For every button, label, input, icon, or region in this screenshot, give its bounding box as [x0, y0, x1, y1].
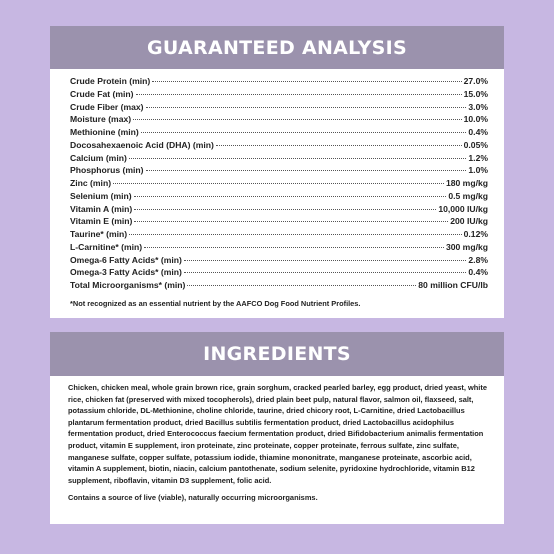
dot-leader — [144, 247, 444, 248]
analysis-row — [70, 267, 488, 280]
guaranteed-analysis-panel — [50, 26, 504, 318]
analysis-label: Phosphorus (min) — [70, 165, 144, 176]
analysis-label: Crude Protein (min) — [70, 76, 151, 86]
dot-leader — [216, 145, 462, 146]
analysis-row — [70, 191, 488, 204]
analysis-label: Docosahexaenoic Acid (DHA) (min) — [70, 139, 214, 150]
dot-leader — [187, 285, 416, 286]
analysis-row — [70, 127, 488, 140]
analysis-value: 0.5 mg/kg — [448, 190, 488, 201]
analysis-value: 10,000 IU/kg — [438, 203, 488, 214]
dot-leader — [184, 260, 467, 261]
guaranteed-analysis-list — [50, 69, 504, 293]
analysis-value: 27.0% — [463, 76, 488, 86]
analysis-value: 0.4% — [468, 267, 488, 278]
analysis-label: Total Microorganisms* (min) — [70, 280, 186, 290]
analysis-value: 0.4% — [468, 127, 488, 137]
dot-leader — [134, 209, 436, 210]
analysis-row — [70, 89, 488, 102]
ingredients-note: Contains a source of live (viable), naturally occurring microorganisms. — [68, 493, 318, 503]
analysis-row — [70, 204, 488, 217]
analysis-value: 200 IU/kg — [450, 216, 488, 227]
analysis-value: 0.12% — [463, 229, 488, 239]
analysis-row — [70, 165, 488, 178]
dot-leader — [184, 272, 467, 273]
analysis-row — [70, 76, 488, 89]
analysis-row — [70, 140, 488, 153]
guaranteed-analysis-title: GUARANTEED ANALYSIS — [50, 26, 504, 69]
analysis-label: Moisture (max) — [70, 114, 132, 125]
analysis-value: 10.0% — [463, 114, 488, 125]
analysis-value: 300 mg/kg — [445, 241, 488, 252]
analysis-footnote: *Not recognized as an essential nutrient by the AAFCO Dog Food Nutrient Profiles. — [70, 298, 361, 308]
analysis-row — [70, 255, 488, 268]
analysis-label: Calcium (min) — [70, 152, 127, 163]
analysis-value: 180 mg/kg — [445, 178, 488, 188]
dot-leader — [129, 234, 461, 235]
analysis-row — [70, 229, 488, 242]
analysis-value: 80 million CFU/lb — [418, 280, 488, 290]
analysis-value: 3.0% — [468, 101, 488, 112]
analysis-value: 15.0% — [463, 88, 488, 99]
analysis-label: Omega-6 Fatty Acids* (min) — [70, 254, 182, 265]
analysis-row — [70, 242, 488, 255]
analysis-row — [70, 102, 488, 115]
analysis-label: Vitamin E (min) — [70, 216, 133, 227]
dot-leader — [152, 81, 461, 82]
analysis-row — [70, 178, 488, 191]
dot-leader — [129, 158, 467, 159]
ingredients-text: Chicken, chicken meal, whole grain brown rice, grain sorghum, cracked pearled barley, egg product, dried yeast, white rice, chicken fat (preserved with mixed tocopherols), dried plain beet pulp, natural flavor, salmon oil, flaxseed, salt, potassium chloride, DL-Methionine, choline chloride, taurine, dried chicory root, L-Carnitine, dried Lactobacillus plantarum fermentation product, dried Bacillus subtilis fermentation product, dried Lactobacillus acidophilus fermentation product, dried Enterococcus faecium fermentation product, dried Bifidobacterium animalis fermentation product, vitamin E supplement, iron proteinate, zinc proteinate, copper proteinate, ferrous sulfate, zinc sulfate, manganese sulfate, copper sulfate, potassium iodide, thiamine mononitrate, manganese proteinate, ascorbic acid, vitamin A supplement, biotin, niacin, calcium pantothenate, sodium selenite, pyridoxine hydrochloride, vitamin B12 supplement, riboflavin, vitamin D3 supplement, folic acid. — [68, 383, 487, 485]
analysis-value: 1.2% — [468, 152, 488, 163]
analysis-label: Crude Fiber (max) — [70, 101, 144, 112]
analysis-label: L-Carnitine* (min) — [70, 241, 143, 252]
ingredients-panel — [50, 332, 504, 524]
dot-leader — [134, 196, 447, 197]
analysis-row — [70, 153, 488, 166]
dot-leader — [113, 183, 444, 184]
analysis-row — [70, 280, 488, 293]
dot-leader — [141, 132, 467, 133]
analysis-value: 1.0% — [468, 165, 488, 176]
analysis-row — [70, 216, 488, 229]
dot-leader — [134, 221, 448, 222]
ingredients-title: INGREDIENTS — [50, 332, 504, 376]
analysis-label: Selenium (min) — [70, 190, 132, 201]
dot-leader — [136, 94, 462, 95]
analysis-label: Taurine* (min) — [70, 229, 128, 239]
dot-leader — [133, 119, 462, 120]
analysis-label: Crude Fat (min) — [70, 88, 134, 99]
analysis-row — [70, 114, 488, 127]
dot-leader — [146, 170, 467, 171]
analysis-label: Vitamin A (min) — [70, 203, 133, 214]
dot-leader — [146, 107, 467, 108]
analysis-label: Methionine (min) — [70, 127, 139, 137]
analysis-label: Zinc (min) — [70, 178, 112, 188]
analysis-label: Omega-3 Fatty Acids* (min) — [70, 267, 182, 278]
analysis-value: 0.05% — [463, 139, 488, 150]
analysis-value: 2.8% — [468, 254, 488, 265]
